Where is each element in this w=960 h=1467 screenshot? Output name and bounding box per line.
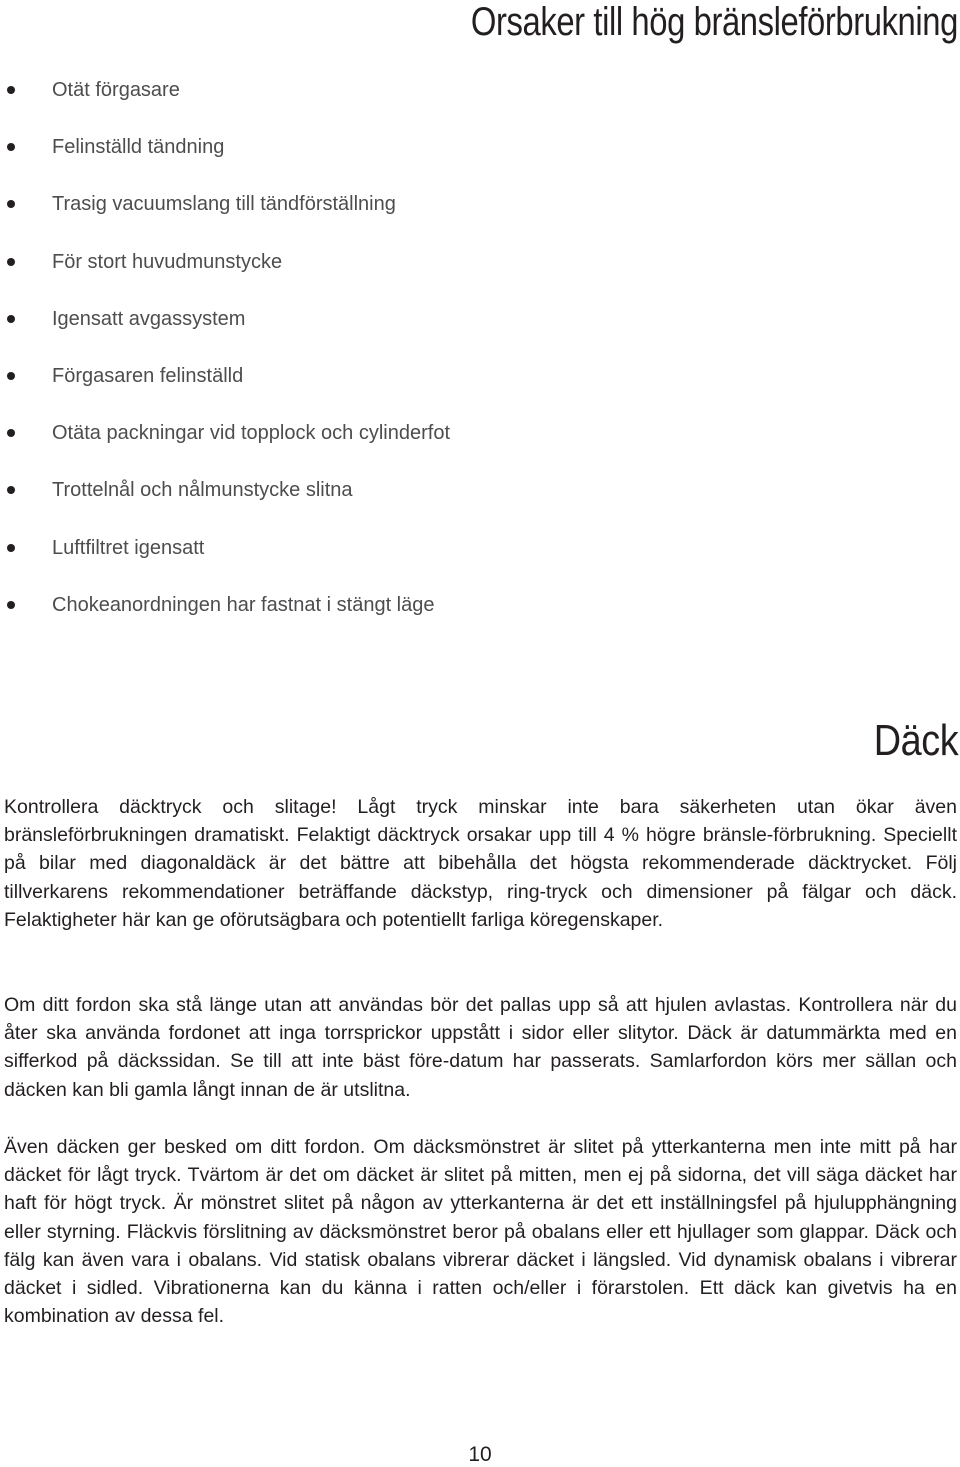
list-item-text: Trottelnål och nålmunstycke slitna — [52, 479, 353, 502]
tire-paragraph-storage: Om ditt fordon ska stå länge utan att användas bör det pallas upp så att hjulen avlastas. Kontrollera när du åter ska använda fordonet att inga torrsprickor uppstått i sidor eller slitytor. Däck är datummärkta med en sifferkod på däckssidan. Se till att inte bäst före-datum har passerats. Samlarfordon körs mer sällan och däcken kan bli gamla långt innan de är utslitna. — [4, 994, 957, 1101]
bullet-icon — [7, 544, 15, 552]
page-number: 10 — [468, 1443, 492, 1466]
list-item-text: Igensatt avgassystem — [52, 307, 246, 330]
bullet-icon — [7, 86, 15, 94]
bullet-icon — [7, 486, 15, 494]
list-item-text: Trasig vacuumslang till tändförställning — [52, 193, 396, 216]
bullet-icon — [7, 601, 15, 609]
list-item-text: Otäta packningar vid topplock och cylinderfot — [52, 422, 450, 445]
tire-paragraph-pressure: Kontrollera däcktryck och slitage! Lågt tryck minskar inte bara säkerheten utan ökar även bränsleförbrukningen dramatiskt. Felaktigt däcktryck orsakar upp till 4 % högre bränsle-förbrukning. Speciellt på bilar med diagonaldäck är det bättre att bibehålla det högsta rekommenderade däcktrycket. Följ tillverkarens rekommendationer beträffande däckstyp, ring-tryck och dimensioner på fälgar och däck. Felaktigheter här kan ge oförutsägbara och potentiellt farliga köregenskaper. — [4, 796, 957, 931]
bullet-icon — [7, 315, 15, 323]
bullet-icon — [7, 200, 15, 208]
list-item-text: Chokeanordningen har fastnat i stängt läge — [52, 593, 435, 616]
list-item-text: Förgasaren felinställd — [52, 364, 244, 387]
bullet-icon — [7, 372, 15, 380]
section-title-fuel-consumption: Orsaker till hög bränsleförbrukning — [470, 0, 958, 44]
list-item-text: För stort huvudmunstycke — [52, 250, 283, 273]
bullet-icon — [7, 429, 15, 437]
bullet-icon — [7, 258, 15, 266]
list-item-text: Otät förgasare — [52, 79, 180, 101]
bullet-icon — [7, 143, 15, 151]
tire-paragraph-wear: Även däcken ger besked om ditt fordon. Om däcksmönstret är slitet på ytterkanterna men inte mitt på har däcket för lågt tryck. Tvärtom är det om däcket är slitet på mitten, men ej på sidorna, det vill säga däcket har haft för högt tryck. Är mönstret slitet på någon av ytterkanterna är det ett inställningsfel på hjulupphängning eller styrning. Fläckvis förslitning av däcksmönstret beror på obalans eller ett hjullager som glappar. Däck och fälg kan även vara i obalans. Vid statisk obalans vibrerar däcket i längsled. Vid dynamisk obalans i vibrerar däcket i sidled. Vibrationerna kan du känna i ratten och/eller i förarstolen. Ett däck kan givetvis ha en kombination av dessa fel. — [4, 1136, 957, 1328]
section-title-tires: Däck — [873, 716, 958, 765]
list-item-text: Luftfiltret igensatt — [52, 536, 205, 559]
list-item-text: Felinställd tändning — [52, 136, 225, 159]
